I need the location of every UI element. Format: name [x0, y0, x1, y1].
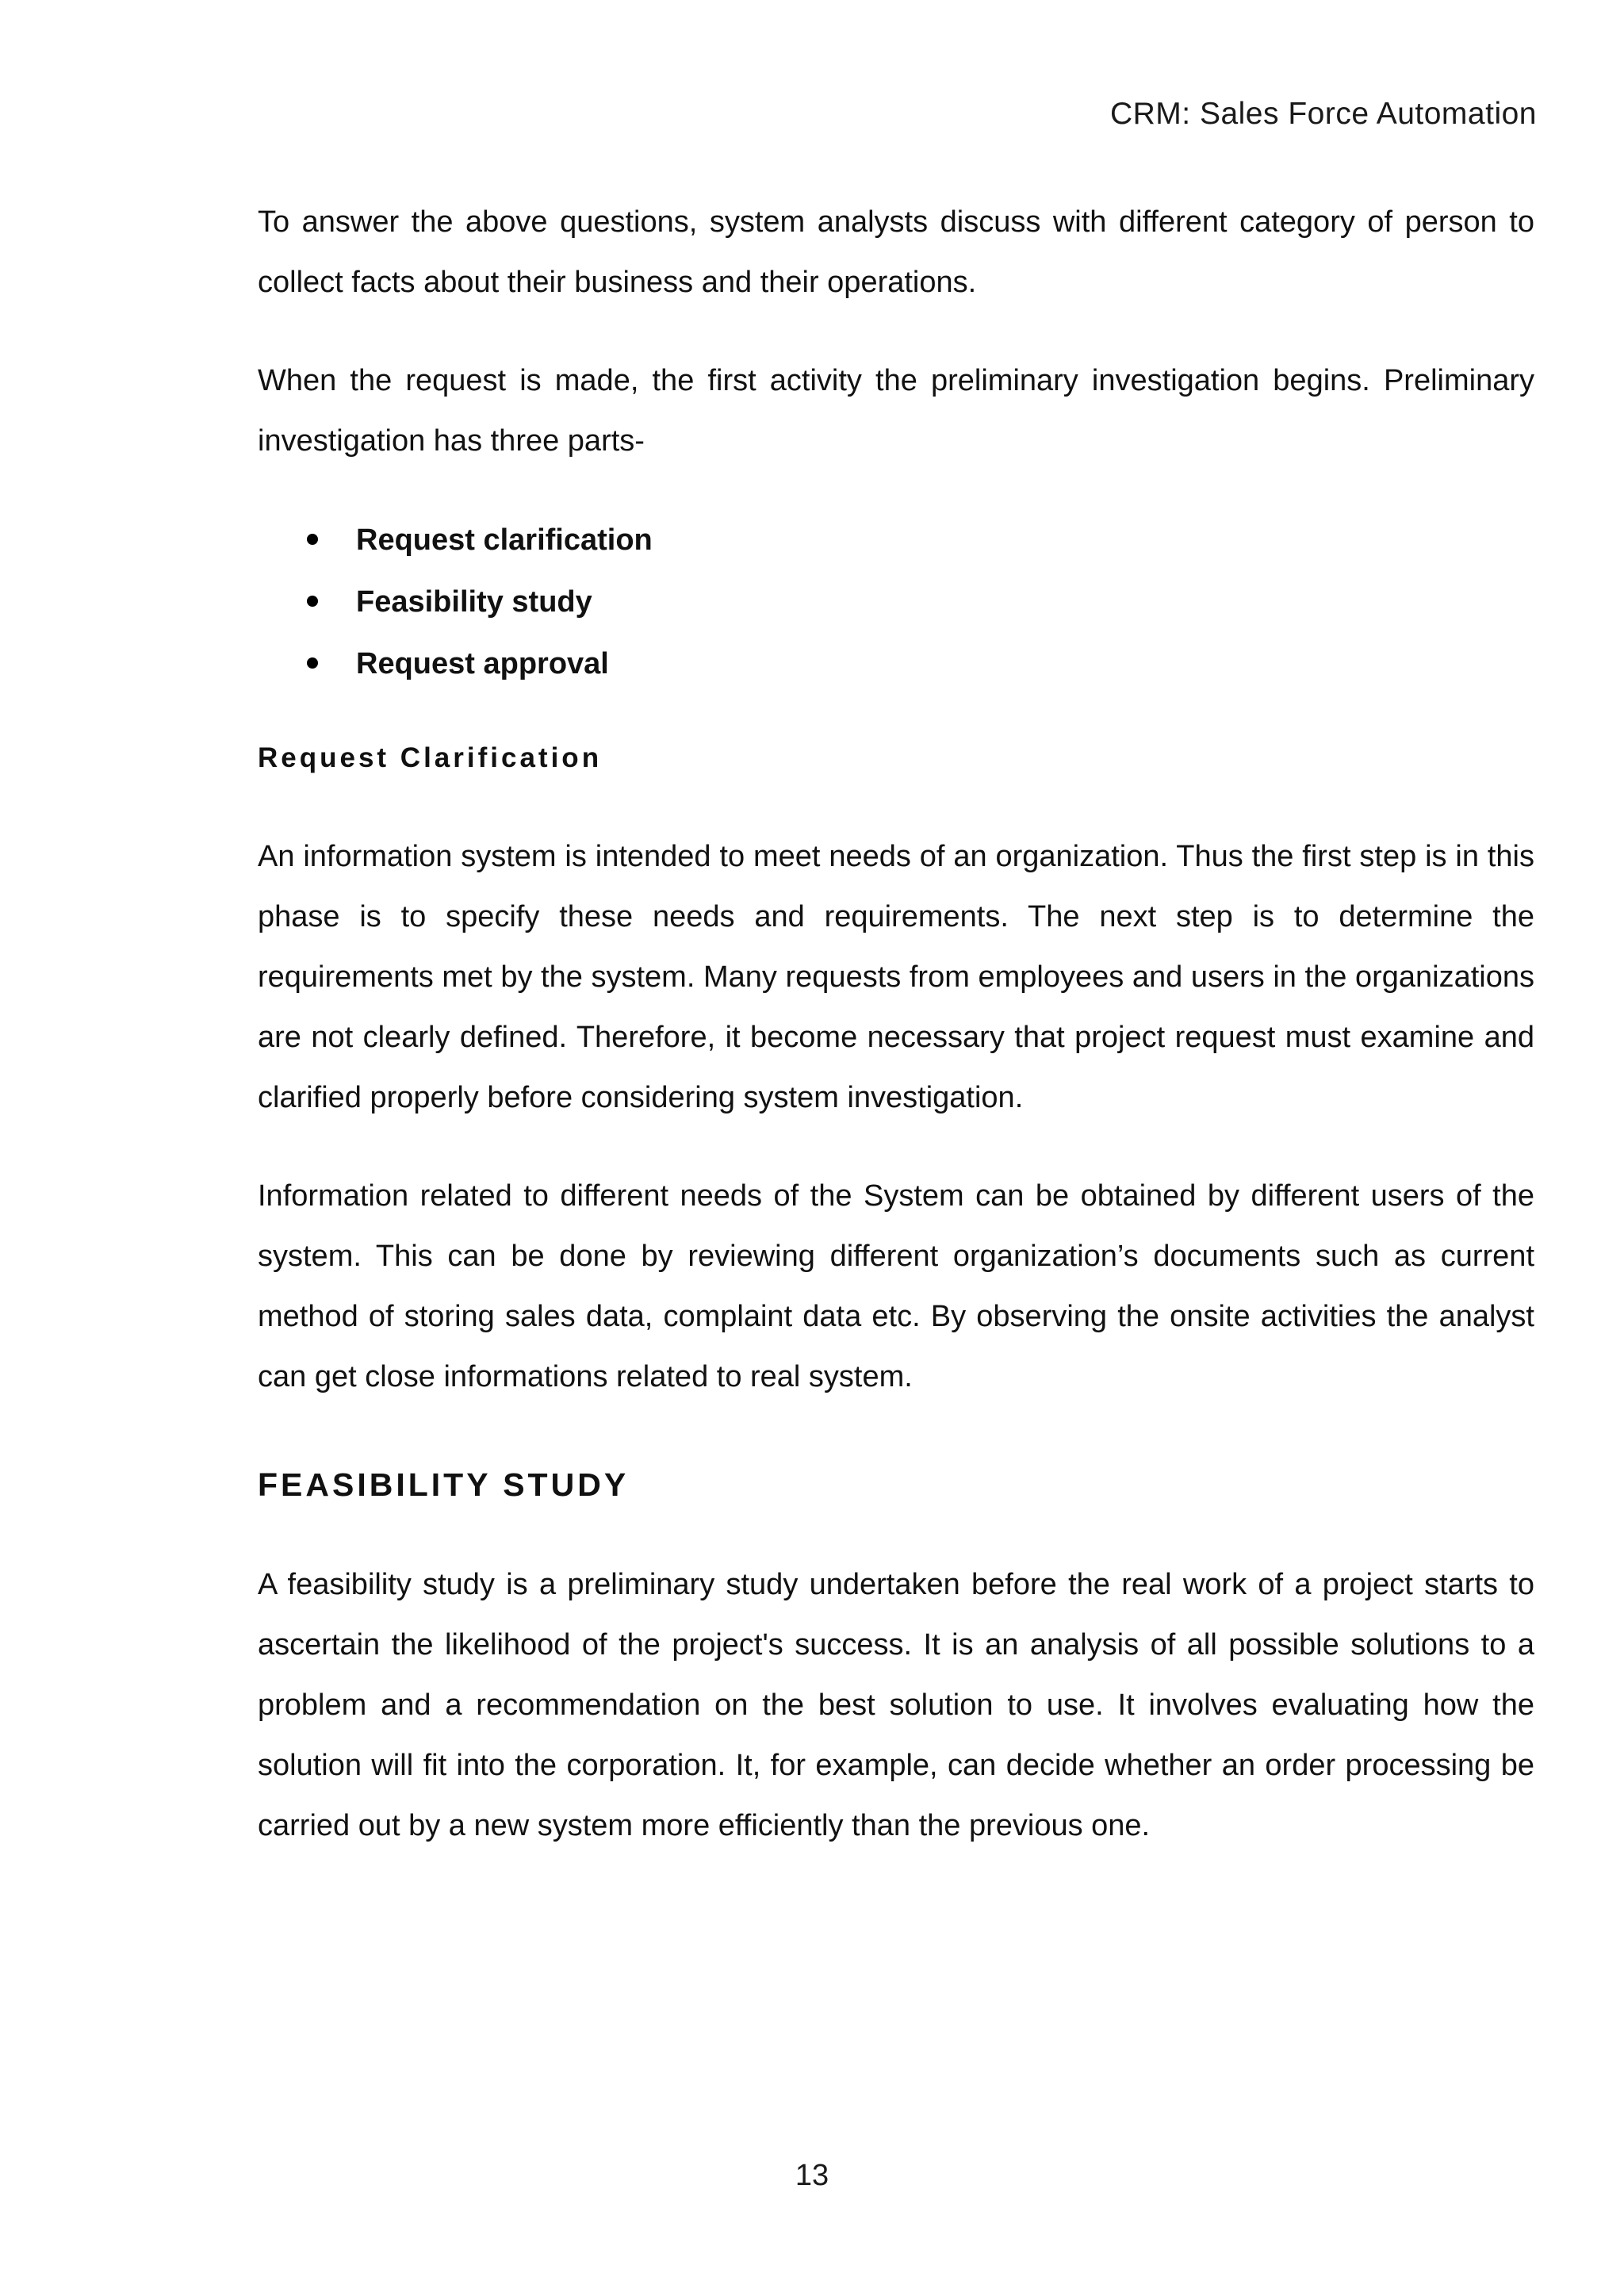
paragraph-intro: To answer the above questions, system analysts discuss with different category of person to collect facts about their business and their operations. — [258, 205, 1534, 299]
list-item — [258, 571, 1534, 633]
investigation-parts-list — [258, 509, 1534, 695]
paragraph-preliminary-investigation: When the request is made, the first activity the preliminary investigation begins. Preliminary investigation has three parts- — [258, 364, 1534, 458]
list-item-label: Request clarification — [356, 523, 653, 557]
heading-request-clarification: Request Clarification — [258, 742, 603, 773]
paragraph-feasibility-study: A feasibility study is a preliminary study undertaken before the real work of a project starts to ascertain the likelihood of the project's success. It is an analysis of all possible solutions to a problem and a recommendation on the best solution to use. It involves evaluating how the solution will fit into the corporation. It, for example, can decide whether an order processing be carried out by a new system more efficiently than the previous one. — [258, 1568, 1534, 1842]
bullet-icon — [307, 657, 318, 669]
bullet-icon — [307, 596, 318, 607]
list-item-label: Request approval — [356, 647, 609, 680]
list-item — [258, 509, 1534, 571]
running-header: CRM: Sales Force Automation — [1109, 97, 1537, 131]
paragraph-information-needs: Information related to different needs of the System can be obtained by different users of the system. This can be done by reviewing different organization’s documents such as current method of storing sales data, complaint data etc. By observing the onsite activities the analyst can get close informations related to real system. — [258, 1179, 1534, 1393]
heading-feasibility-study: FEASIBILITY STUDY — [258, 1466, 630, 1503]
list-item-label: Feasibility study — [356, 585, 592, 619]
page-number: 13 — [795, 2159, 829, 2192]
paragraph-request-clarification: An information system is intended to meet needs of an organization. Thus the first step is in this phase is to specify these needs and requirements. The next step is to determine the requirements met by the system. Many requests from employees and users in the organizations are not clearly defined. Therefore, it become necessary that project request must examine and clarified properly before considering system investigation. — [258, 840, 1534, 1114]
list-item — [258, 633, 1534, 695]
bullet-icon — [307, 534, 318, 545]
page-content — [258, 192, 1534, 1856]
